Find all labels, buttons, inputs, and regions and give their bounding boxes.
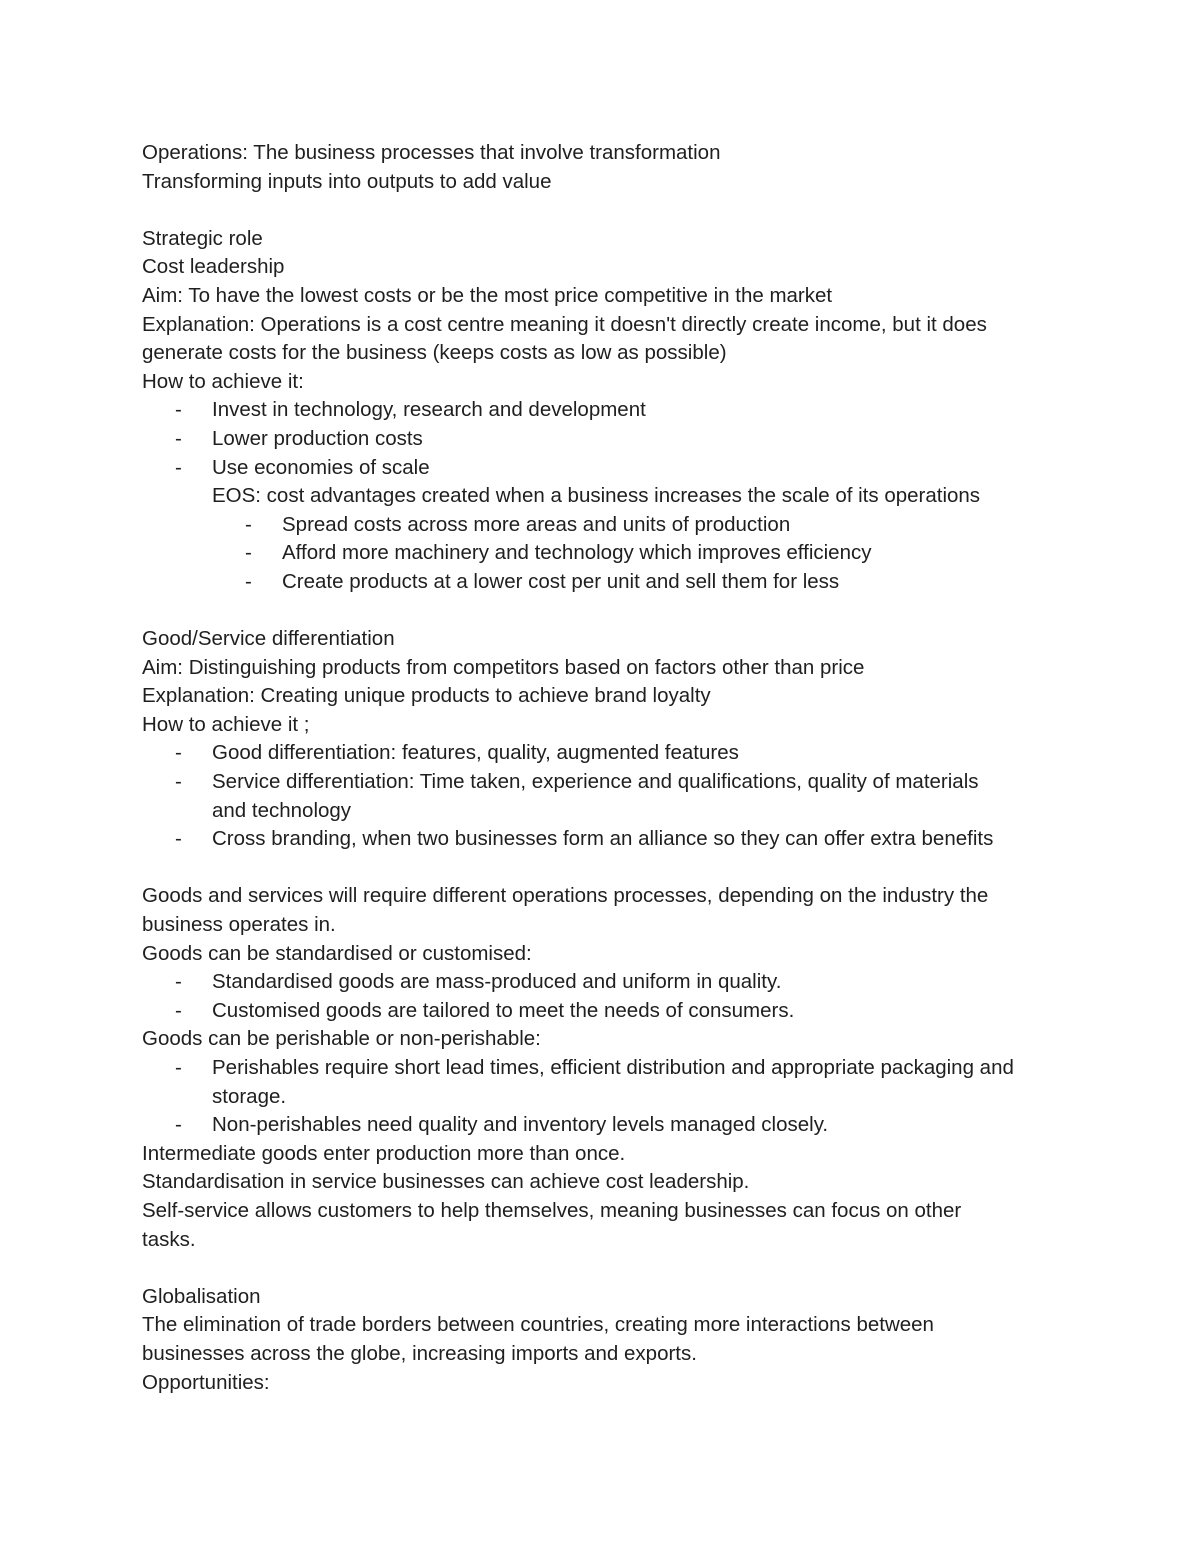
list-item <box>142 511 1082 540</box>
self-service-line-1: Self-service allows customers to help themselves, meaning businesses can focus on other <box>142 1198 962 1222</box>
globalisation-heading: Globalisation <box>142 1284 261 1308</box>
opportunities-heading: Opportunities: <box>142 1370 270 1394</box>
list-item-text: Lower production costs <box>212 426 423 450</box>
list-item-continuation: and technology <box>212 798 352 822</box>
dash-marker: - <box>175 827 182 851</box>
list-item-text: Non-perishables need quality and inventory levels managed closely. <box>212 1113 829 1137</box>
list-item-text: Cross branding, when two businesses form an alliance so they can offer extra benefits <box>212 827 994 851</box>
dash-marker: - <box>245 512 252 536</box>
list-item <box>142 768 1082 797</box>
blank-line <box>142 597 1082 626</box>
blank-line <box>142 1254 1082 1283</box>
document-page <box>142 139 1082 1397</box>
cost-leadership-explanation-line-2: generate costs for the business (keeps costs as low as possible) <box>142 341 727 365</box>
list-item <box>142 739 1082 768</box>
dash-marker: - <box>175 998 182 1022</box>
list-item-continuation: storage. <box>212 1084 287 1108</box>
list-item-text: Perishables require short lead times, efficient distribution and appropriate packaging and <box>212 1056 1014 1079</box>
differentiation-aim: Aim: Distinguishing products from competitors based on factors other than price <box>142 655 865 679</box>
dash-marker: - <box>175 455 182 479</box>
list-item-text: Invest in technology, research and development <box>212 398 646 422</box>
list-item <box>142 1054 1082 1083</box>
globalisation-definition-line-2: businesses across the globe, increasing imports and exports. <box>142 1341 697 1365</box>
list-item-text: Good differentiation: features, quality, augmented features <box>212 741 739 765</box>
blank-line <box>142 196 1082 225</box>
list-item <box>142 454 1082 483</box>
blank-line <box>142 854 1082 883</box>
strategic-role-heading: Strategic role <box>142 226 263 250</box>
differentiation-how: How to achieve it ; <box>142 712 310 736</box>
list-item-text: Afford more machinery and technology which improves efficiency <box>282 541 872 565</box>
dash-marker: - <box>175 1113 182 1137</box>
list-item <box>142 539 1082 568</box>
standardisation-services: Standardisation in service businesses can achieve cost leadership. <box>142 1170 750 1194</box>
self-service-line-2: tasks. <box>142 1227 196 1251</box>
dash-marker: - <box>175 970 182 994</box>
dash-marker: - <box>245 569 252 593</box>
list-item <box>142 997 1082 1026</box>
eos-definition: EOS: cost advantages created when a business increases the scale of its operations <box>212 484 981 508</box>
operations-subtitle: Transforming inputs into outputs to add value <box>142 169 552 193</box>
list-item <box>142 568 1082 597</box>
dash-marker: - <box>175 398 182 422</box>
list-item <box>142 396 1082 425</box>
dash-marker: - <box>175 741 182 765</box>
globalisation-definition-line-1: The elimination of trade borders between countries, creating more interactions between <box>142 1313 934 1337</box>
cost-leadership-heading: Cost leadership <box>142 255 285 279</box>
list-item-text: Spread costs across more areas and units of production <box>282 512 791 536</box>
goods-services-paragraph-line-2: business operates in. <box>142 913 336 937</box>
dash-marker: - <box>175 1056 182 1079</box>
cost-leadership-explanation-line-1: Explanation: Operations is a cost centre meaning it doesn't directly create income, but it does <box>142 312 987 336</box>
list-item <box>142 425 1082 454</box>
list-item-text: Create products at a lower cost per unit and sell them for less <box>282 569 840 593</box>
cost-leadership-aim: Aim: To have the lowest costs or be the most price competitive in the market <box>142 283 833 307</box>
intermediate-goods: Intermediate goods enter production more than once. <box>142 1141 626 1165</box>
dash-marker: - <box>245 541 252 565</box>
operations-definition: Operations: The business processes that involve transformation <box>142 141 721 164</box>
list-item-text: Standardised goods are mass-produced and uniform in quality. <box>212 970 782 994</box>
list-item-text: Use economies of scale <box>212 455 430 479</box>
list-item <box>142 825 1082 854</box>
dash-marker: - <box>175 426 182 450</box>
differentiation-explanation: Explanation: Creating unique products to achieve brand loyalty <box>142 684 711 708</box>
list-item <box>142 1111 1082 1140</box>
standardised-customised-intro: Goods can be standardised or customised: <box>142 941 532 965</box>
differentiation-heading: Good/Service differentiation <box>142 627 395 651</box>
goods-services-paragraph-line-1: Goods and services will require different operations processes, depending on the industry the <box>142 884 989 908</box>
list-item-text: Customised goods are tailored to meet the needs of consumers. <box>212 998 795 1022</box>
list-item-text: Service differentiation: Time taken, experience and qualifications, quality of materials <box>212 770 979 794</box>
perishable-intro: Goods can be perishable or non-perishable: <box>142 1027 541 1051</box>
list-item <box>142 968 1082 997</box>
cost-leadership-how: How to achieve it: <box>142 369 304 393</box>
dash-marker: - <box>175 770 182 794</box>
